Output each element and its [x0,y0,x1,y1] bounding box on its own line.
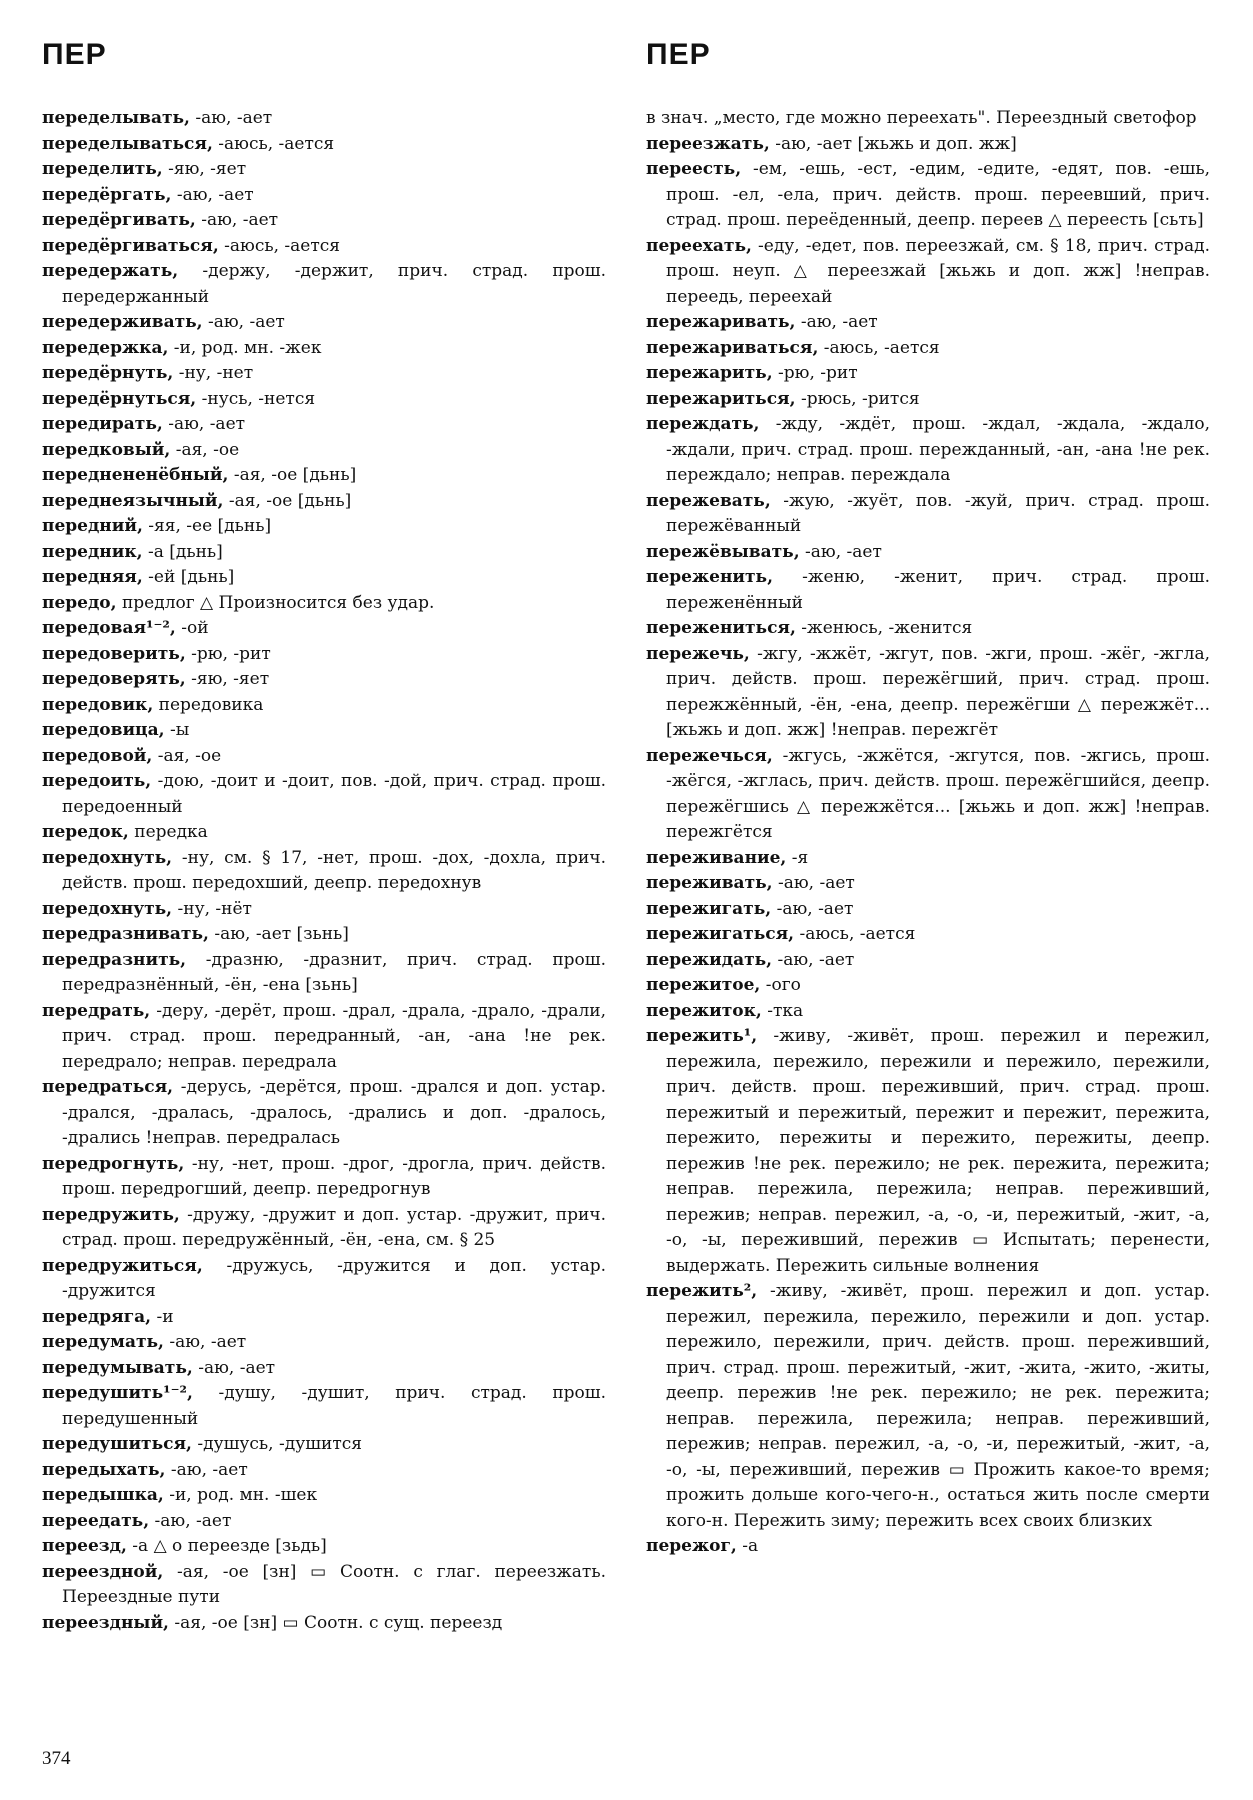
dictionary-entry [42,1254,606,1305]
headword: переделить, [42,159,163,179]
headword: передохнуть, [42,898,173,919]
dictionary-entry [42,361,606,387]
headword: пережевать, [646,490,771,511]
entry-body: -рюсь, -рится [795,388,920,409]
headword: пережёвывать, [646,541,800,562]
entry-body: -аю, -ает [165,1459,248,1480]
entry-body: -аю, -ает [162,414,246,434]
dictionary-entry [646,132,1210,158]
entry-body: -яя, -ее [дьнь] [142,516,272,536]
headword: передоверять, [42,669,186,689]
entry-body: -ну, -нёт [172,898,252,919]
entry-body: -жгу, -жжёт, -жгут, пов. -жги, прош. -жёг, -жгла, прич. действ. прош. пережёгший, прич. страд. прош. пережжённый, -ён, -ена, деепр. пережёгши △ пережжёт... [жьжь и доп. жж] !неправ. пережгёт [666,643,1210,740]
left-column [42,106,606,1636]
dictionary-entry [646,565,1210,616]
headword: передружиться, [42,1255,203,1276]
entry-body: -ей [дьнь] [142,567,235,587]
dictionary-entry [42,132,606,158]
headword: пережечься, [646,745,773,766]
entry-body: в знач. „место, где можно переехать". Переездный светофор [646,108,1197,128]
entry-body: -аюсь, -ается [794,924,916,944]
dictionary-entry [646,948,1210,974]
headword: пережарить, [646,363,773,383]
dictionary-entry [646,922,1210,948]
entry-body: -аюсь, -ается [212,133,335,154]
dictionary-entry [646,973,1210,999]
entry-body: предлог △ Произносится без удар. [116,592,435,613]
dictionary-entry [42,1611,606,1637]
dictionary-entry [42,616,606,642]
headword: передковый, [42,439,171,460]
dictionary-entry [646,387,1210,413]
dictionary-entry [42,1432,606,1458]
entry-body: -деру, -дерёт, прош. -драл, -драла, -драло, -драли, прич. страд. прош. передранный, -ан, -ана !не рек. передрало; неправ. передрала [62,1000,606,1072]
dictionary-entry [42,540,606,566]
headword: пережаривать, [646,312,796,332]
headword: передирать, [42,414,163,434]
headword: передовица, [42,720,165,740]
entry-body: -ем, -ешь, -ест, -едим, -едите, -едят, пов. -ешь, прош. -ел, -ела, прич. действ. прош. переевший, прич. страд. прош. переёденный, деепр. переев △ переесть [сьть] [666,159,1210,230]
dictionary-entry [646,642,1210,744]
headword: передняя, [42,567,143,587]
dictionary-entry [646,1534,1210,1560]
right-column [646,106,1210,1560]
entry-body: -ой [175,618,209,638]
headword: пережариваться, [646,337,819,358]
dictionary-entry [42,1305,606,1331]
entry-body: -а [дьнь] [142,541,223,562]
headword: передерживать, [42,312,203,332]
entry-body: передовика [153,694,264,715]
dictionary-entry [42,259,606,310]
headword: передний, [42,516,143,536]
headword: переезд, [42,1536,127,1556]
headword: передовик, [42,694,154,715]
headword: передумывать, [42,1357,193,1378]
entry-body: -аю, -ает [195,210,279,230]
entry-body: -держу, -держит, прич. страд. прош. передержанный [62,261,606,307]
dictionary-entry [42,1330,606,1356]
entry-body: -дерусь, -дерётся, прош. -дрался и доп. устар. -дрался, -дралась, -дралось, -дрались и доп. -дралось, -дрались !неправ. передралась [62,1077,606,1148]
entry-body: -я [786,847,809,868]
headword: передержать, [42,261,179,281]
entry-body: -аю, -ает [771,898,854,919]
dictionary-entry [646,540,1210,566]
entry-body: -аю, -ает [772,873,855,893]
dictionary-entry [646,897,1210,923]
headword: пережитое, [646,975,761,995]
entry-body: -аю, -ает [772,949,855,970]
dictionary-entry [646,412,1210,489]
dictionary-entry [42,1534,606,1560]
headword: передышка, [42,1485,164,1505]
entry-body: -живу, -живёт, прош. пережил и доп. устар. пережил, пережила, пережило, пережили и доп. устар. пережило, пережили, прич. действ. прош. переживший, прич. страд. прош. пережитый, -жит, -жита, -жито, -житы, деепр. пережив !не рек. пережило; не рек. пережита; неправ. пережила, пережила; неправ. переживший, пережив; неправ. пережил, -а, -о, -и, пережитый, -жит, -а, -о, -ы, переживший, пережив ▭ Прожить какое-то время; прожить дольше кого-чего-н., остаться жить после смерти кого-н. Пережить зиму; пережить всех своих близких [666,1281,1210,1531]
dictionary-entry [646,846,1210,872]
headword: переднеязычный, [42,490,224,511]
entry-body: -дружу, -дружит и доп. устар. -дружит, прич. страд. прош. передружённый, -ён, -ена, см. § 25 [62,1204,606,1250]
entry-body: -еду, -едет, пов. переезжай, см. § 18, прич. страд. прош. неуп. △ переезжай [жьжь и доп. жж] !неправ. переедь, переехай [666,235,1210,307]
dictionary-entry [646,234,1210,311]
dictionary-entry [42,412,606,438]
entry-body: -яю, -яет [162,159,247,179]
entry-body: -женю, -женит, прич. страд. прош. переженённый [666,567,1210,613]
dictionary-entry [42,999,606,1076]
dictionary-entry [42,1075,606,1152]
dictionary-entry [42,820,606,846]
headword: передрогнуть, [42,1153,185,1174]
headword: переживание, [646,847,787,868]
entry-body: -а [736,1536,759,1556]
entry-body: -аюсь, -ается [818,337,940,358]
dictionary-entry [42,234,606,260]
entry-body: -женюсь, -женится [795,618,973,638]
entry-body: -ая, -ое [зн] ▭ Соотн. с глаг. переезжать. Переездные пути [62,1561,606,1607]
dictionary-entry [42,183,606,209]
dictionary-entry [646,616,1210,642]
entry-body: -нусь, -нется [196,388,316,409]
page-number: 374 [42,1748,71,1769]
entry-body: -аюсь, -ается [218,235,341,256]
dictionary-entry [646,1024,1210,1279]
running-head-left: ПЕР [42,38,107,71]
entry-body: -ая, -ое [170,439,240,460]
dictionary-entry [646,361,1210,387]
dictionary-entry [42,106,606,132]
headword: передо, [42,592,117,613]
dictionary-entry [42,846,606,897]
headword: передёрнуться, [42,388,197,409]
dictionary-entry [42,1560,606,1611]
headword: пережариться, [646,388,796,409]
headword: переезжать, [646,133,770,154]
dictionary-entry [42,514,606,540]
dictionary-entry [42,897,606,923]
entry-body: -ая, -ое [зн] ▭ Соотн. с сущ. переезд [168,1612,503,1633]
headword: передёрнуть, [42,363,174,383]
entry-body: -аю, -ает [799,541,882,562]
entry-body: -аю, -ает [жьжь и доп. жж] [769,133,1017,154]
entry-body: -ну, см. § 17, -нет, прош. -дох, -дохла, прич. действ. прош. передохший, деепр. передохнув [62,847,606,893]
headword: передряга, [42,1306,152,1327]
dictionary-entry [42,744,606,770]
dictionary-entry [42,1381,606,1432]
entry-body: -душу, -душит, прич. страд. прош. передушенный [62,1383,606,1429]
headword: пережидать, [646,949,773,970]
dictionary-entry [42,948,606,999]
entry-body: -ого [760,975,801,995]
headword: переехать, [646,235,752,256]
entry-body: -яю, -яет [185,669,270,689]
entry-body: -ая, -ое [дьнь] [223,490,352,511]
dictionary-entry [42,693,606,719]
entry-body: -аю, -ает [149,1510,232,1531]
headword: переесть, [646,159,742,179]
headword: передыхать, [42,1459,166,1480]
dictionary-entry [42,157,606,183]
dictionary-entry [42,1203,606,1254]
entry-body: -аю, -ает [202,312,285,332]
dictionary-entry [42,667,606,693]
headword: передразнивать, [42,924,209,944]
entry-body: -аю, -ает [зьнь] [208,924,349,944]
headword: переделываться, [42,133,213,154]
entry-body: -рю, -рит [185,643,271,664]
headword: передоверить, [42,643,186,664]
dictionary-entry [42,336,606,362]
dictionary-entry [42,565,606,591]
dictionary-entry [42,1152,606,1203]
headword: передушиться, [42,1434,192,1454]
headword: пережигаться, [646,924,795,944]
headword: переживать, [646,873,773,893]
entry-body: -аю, -ает [189,108,273,128]
dictionary-entry [42,310,606,336]
headword: пережечь, [646,643,750,664]
dictionary-entry [646,106,1210,132]
headword: переделывать, [42,108,190,128]
headword: передёргивать, [42,210,196,230]
entry-body: -дружусь, -дружится и доп. устар. -дружится [62,1255,606,1301]
entry-body: -ну, -нет, прош. -дрог, -дрогла, прич. действ. прош. передрогший, деепр. передрогнув [62,1153,606,1199]
headword: передразнить, [42,949,187,970]
entry-body: -душусь, -душится [191,1434,362,1454]
headword: переждать, [646,414,760,434]
dictionary-entry [42,387,606,413]
headword: пережиток, [646,1000,762,1021]
headword: пережениться, [646,618,796,638]
headword: пережить¹, [646,1026,758,1046]
headword: передовая¹⁻², [42,618,176,638]
entry-body: -тка [761,1000,804,1021]
dictionary-entry [646,1279,1210,1534]
entry-body: -дразню, -дразнит, прич. страд. прош. передразнённый, -ён, -ена [зьнь] [62,949,606,995]
dictionary-entry [646,336,1210,362]
entry-body: -и, род. мн. -жек [168,337,322,358]
dictionary-entry [42,922,606,948]
entry-body: -аю, -ает [163,1332,247,1352]
headword: переездной, [42,1561,164,1582]
dictionary-entry [646,489,1210,540]
headword: переженить, [646,567,773,587]
entry-body: -рю, -рит [772,363,858,383]
dictionary-entry [42,642,606,668]
entry-body: передка [128,822,208,842]
entry-body: -жду, -ждёт, прош. -ждал, -ждала, -ждало, -ждали, прич. страд. прош. пережданный, -ан, -ана !не рек. переждало; неправ. переждала [666,414,1210,485]
headword: передумать, [42,1332,164,1352]
headword: передрать, [42,1000,151,1021]
dictionary-entry [646,157,1210,234]
dictionary-entry [646,310,1210,336]
entry-body: -жую, -жуёт, пов. -жуй, прич. страд. прош. пережёванный [666,490,1210,536]
entry-body: -ы [164,720,190,740]
entry-body: -аю, -ает [171,184,254,205]
headword: передраться, [42,1077,174,1097]
headword: передник, [42,541,143,562]
headword: переднененёбный, [42,465,229,485]
dictionary-entry [42,489,606,515]
dictionary-entry [42,463,606,489]
running-head-right: ПЕР [646,38,711,71]
dictionary-entry [42,1356,606,1382]
dictionary-entry [646,999,1210,1025]
headword: пережить², [646,1281,758,1301]
dictionary-entry [42,1483,606,1509]
dictionary-entry [646,871,1210,897]
headword: передержка, [42,337,169,358]
headword: пережигать, [646,898,772,919]
entry-body: -ая, -ое [дьнь] [228,465,357,485]
dictionary-entry [646,744,1210,846]
entry-body: -аю, -ает [795,312,878,332]
headword: передружить, [42,1204,180,1225]
headword: передок, [42,822,129,842]
dictionary-entry [42,1509,606,1535]
headword: переедать, [42,1510,150,1531]
entry-body: -ая, -ое [152,745,222,766]
headword: передовой, [42,745,153,766]
headword: передоить, [42,771,152,791]
dictionary-entry [42,1458,606,1484]
entry-body: -живу, -живёт, прош. пережил и пережил, пережила, пережило, пережили и пережило, пережили, прич. действ. прош. переживший, прич. страд. прош. пережитый и пережитый, пережит и пережит, пережита, пережито, пережиты и пережито, пережиты, деепр. пережив !не рек. пережило; не рек. пережита, пережита; неправ. пережила, пережила; неправ. переживший, пережив; неправ. пережил, -а, -о, -и, пережитый, -жит, -а, -о, -ы, переживший, пережив ▭ Испытать; перенести, выдержать. Пережить сильные волнения [666,1026,1210,1276]
headword: пережог, [646,1536,737,1556]
dictionary-entry [42,208,606,234]
entry-body: -дою, -доит и -доит, пов. -дой, прич. страд. прош. передоенный [62,771,606,817]
entry-body: -ну, -нет [173,363,254,383]
dictionary-entry [42,438,606,464]
headword: передёргать, [42,184,172,205]
dictionary-entry [42,769,606,820]
headword: передёргиваться, [42,235,219,256]
dictionary-entry [42,591,606,617]
entry-body: -аю, -ает [192,1357,276,1378]
headword: переездный, [42,1612,169,1633]
dictionary-entry [42,718,606,744]
entry-body: -и [151,1306,174,1327]
entry-body: -а △ о переезде [зьдь] [126,1536,327,1556]
headword: передохнуть, [42,847,173,868]
entry-body: -и, род. мн. -шек [163,1485,318,1505]
entry-body: -жгусь, -жжётся, -жгутся, пов. -жгись, прош. -жёгся, -жглась, прич. действ. прош. пережёгшийся, деепр. пережёгшись △ пережжётся... [жьжь и доп. жж] !неправ. пережгётся [666,745,1210,842]
headword: передушить¹⁻², [42,1383,193,1403]
